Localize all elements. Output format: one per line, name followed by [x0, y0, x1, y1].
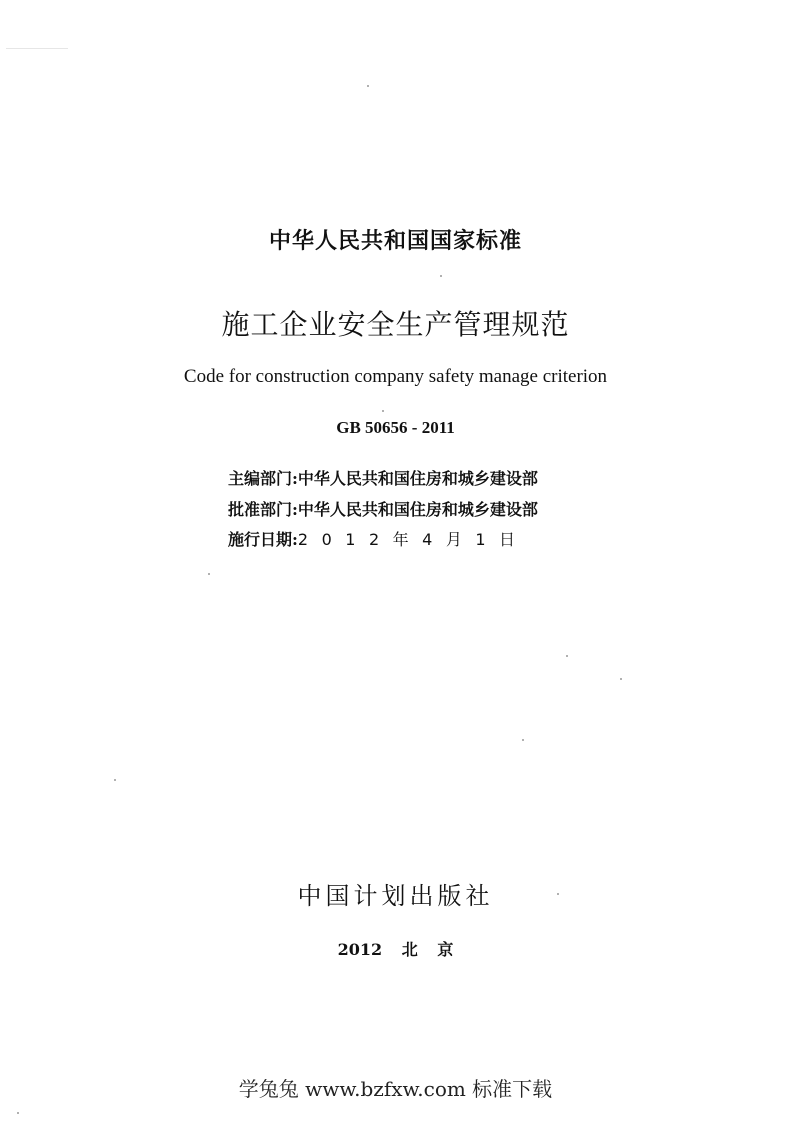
scan-speck	[440, 275, 442, 277]
english-title: Code for construction company safety manage criterion	[183, 366, 608, 387]
scan-speck	[566, 655, 568, 657]
scan-speck	[522, 739, 524, 741]
scan-speck	[557, 893, 559, 895]
scan-speck	[17, 1112, 19, 1114]
scan-speck	[114, 779, 116, 781]
scan-artifact	[6, 48, 68, 49]
standard-code: GB 50656 - 2011	[336, 418, 455, 437]
date-label: 施行日期:	[228, 530, 298, 549]
editor-value: 中华人民共和国住房和城乡建设部	[297, 469, 538, 488]
national-standard-heading: 中华人民共和国国家标准	[268, 229, 522, 254]
approver-department-row	[228, 497, 538, 520]
scan-speck	[382, 410, 384, 412]
publisher-name: 中国计划出版社	[297, 882, 494, 910]
editor-label: 主编部门:	[228, 469, 298, 488]
date-value: 2012年4月1日	[297, 530, 529, 549]
scan-speck	[208, 573, 210, 575]
scan-speck	[620, 678, 622, 680]
approver-label: 批准部门:	[228, 500, 298, 519]
editor-department-row	[228, 466, 538, 489]
scan-speck	[367, 85, 369, 87]
approver-value: 中华人民共和国住房和城乡建设部	[297, 500, 538, 519]
watermark-text: 学兔兔 www.bzfxw.com 标准下载	[238, 1077, 553, 1101]
chinese-title: 施工企业安全生产管理规范	[221, 308, 570, 341]
effective-date-row	[228, 527, 529, 550]
publication-place-year: 2012 北 京	[337, 940, 454, 959]
